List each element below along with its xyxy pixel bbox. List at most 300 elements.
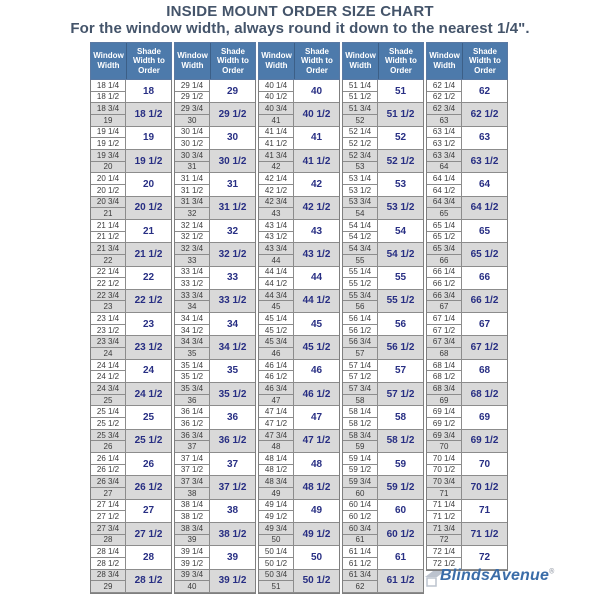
shade-width-cell: 66 1/2 [462,290,507,313]
page-subtitle: For the window width, always round it down to the nearest 1/4". [70,20,530,37]
window-width-cell: 37 3/4 [175,476,210,488]
shade-width-cell: 19 1/2 [126,150,171,173]
size-group [91,290,171,313]
window-width-cell: 72 1/4 [427,546,462,558]
window-width-cell: 54 [343,208,378,220]
window-width-cell: 51 3/4 [343,103,378,115]
size-group [175,430,255,453]
shade-width-cell: 52 1/2 [378,150,423,173]
size-group [259,243,339,266]
window-width-cell: 61 1/4 [343,546,378,558]
window-width-cell: 40 1/4 [259,80,294,92]
column-body [426,80,508,571]
size-group [259,546,339,569]
shade-width-cell: 49 [294,500,339,523]
size-group [343,103,423,126]
window-width-cell: 46 1/2 [259,371,294,383]
window-width-cell: 55 [343,255,378,267]
size-group [343,150,423,173]
window-width-cell: 65 1/2 [427,232,462,244]
window-width-cell: 71 1/2 [427,511,462,523]
shade-width-cell: 45 1/2 [294,336,339,359]
window-width-cell: 48 [259,441,294,453]
window-width-cell: 71 1/4 [427,500,462,512]
window-width-cell: 52 1/2 [343,138,378,150]
shade-width-cell: 55 1/2 [378,290,423,313]
size-group [427,313,507,336]
window-width-cell: 63 1/2 [427,138,462,150]
size-group [175,80,255,103]
window-width-cell: 29 3/4 [175,103,210,115]
column-body [258,80,340,594]
size-group [175,173,255,196]
window-width-cell: 68 [427,348,462,360]
window-width-cell: 20 1/2 [91,185,126,197]
size-group [91,80,171,103]
window-width-header: Window Width [175,43,211,79]
window-width-cell: 47 1/4 [259,406,294,418]
shade-width-cell: 35 [210,360,255,383]
window-width-cell: 58 [343,395,378,407]
size-group [427,197,507,220]
window-width-cell: 31 [175,162,210,174]
window-width-cell: 67 [427,301,462,313]
shade-width-cell: 71 [462,500,507,523]
shade-width-cell: 51 [378,80,423,103]
size-group [259,220,339,243]
window-width-cell: 26 1/2 [91,465,126,477]
shade-width-cell: 54 1/2 [378,243,423,266]
window-width-cell: 61 [343,535,378,547]
window-width-cell: 61 1/2 [343,558,378,570]
shade-width-cell: 30 [210,127,255,150]
shade-width-cell: 48 1/2 [294,476,339,499]
window-width-cell: 60 1/2 [343,511,378,523]
window-width-cell: 63 [427,115,462,127]
shade-width-cell: 23 1/2 [126,336,171,359]
size-group [259,313,339,336]
shade-width-cell: 25 [126,406,171,429]
size-group [427,243,507,266]
window-width-cell: 21 [91,208,126,220]
window-width-cell: 43 3/4 [259,243,294,255]
size-group [91,453,171,476]
window-width-cell: 22 1/2 [91,278,126,290]
window-width-cell: 35 1/4 [175,360,210,372]
shade-width-cell: 25 1/2 [126,430,171,453]
size-group [343,360,423,383]
size-group [91,500,171,523]
shade-width-header: Shade Width to Order [463,43,507,79]
window-width-cell: 39 1/2 [175,558,210,570]
window-width-cell: 60 3/4 [343,523,378,535]
window-width-cell: 20 [91,162,126,174]
shade-width-cell: 18 [126,80,171,103]
window-width-cell: 37 1/4 [175,453,210,465]
size-group [343,476,423,499]
size-group [343,546,423,569]
size-group [343,336,423,359]
window-width-cell: 26 [91,441,126,453]
window-width-cell: 24 [91,348,126,360]
window-width-cell: 68 3/4 [427,383,462,395]
size-group [343,220,423,243]
shade-width-cell: 68 [462,360,507,383]
shade-width-cell: 36 1/2 [210,430,255,453]
size-group [259,267,339,290]
window-width-cell: 45 [259,301,294,313]
size-group [259,430,339,453]
shade-width-cell: 32 1/2 [210,243,255,266]
size-group [91,197,171,220]
window-width-cell: 51 [259,581,294,593]
size-group [175,150,255,173]
window-width-cell: 18 3/4 [91,103,126,115]
shade-width-cell: 33 [210,267,255,290]
window-width-cell: 67 1/2 [427,325,462,337]
window-width-cell: 30 3/4 [175,150,210,162]
window-width-cell: 22 1/4 [91,267,126,279]
shade-width-cell: 32 [210,220,255,243]
size-group [259,360,339,383]
size-group [259,406,339,429]
window-width-cell: 33 1/4 [175,267,210,279]
window-width-cell: 34 [175,301,210,313]
size-group [259,197,339,220]
size-group [259,150,339,173]
size-group [91,546,171,569]
window-width-cell: 42 1/4 [259,173,294,185]
window-width-cell: 36 3/4 [175,430,210,442]
window-width-cell: 50 3/4 [259,570,294,582]
window-width-cell: 56 1/4 [343,313,378,325]
size-group [343,453,423,476]
size-column-4 [342,42,424,594]
size-chart [90,42,508,594]
registered-mark: ® [549,568,555,576]
window-width-cell: 22 [91,255,126,267]
window-width-cell: 58 3/4 [343,430,378,442]
size-group [259,127,339,150]
size-group [175,570,255,593]
window-width-cell: 58 1/2 [343,418,378,430]
shade-width-cell: 26 [126,453,171,476]
size-group [175,103,255,126]
shade-width-cell: 64 [462,173,507,196]
size-group [343,406,423,429]
shade-width-cell: 53 1/2 [378,197,423,220]
shade-width-cell: 23 [126,313,171,336]
shade-width-cell: 34 1/2 [210,336,255,359]
size-group [427,500,507,523]
window-width-cell: 66 [427,255,462,267]
shade-width-cell: 36 [210,406,255,429]
size-group [175,267,255,290]
size-group [427,173,507,196]
size-group [91,430,171,453]
window-width-cell: 23 1/2 [91,325,126,337]
logo-text: BlindsAvenue® [440,567,555,584]
window-width-cell: 43 1/2 [259,232,294,244]
window-width-cell: 52 1/4 [343,127,378,139]
size-group [175,197,255,220]
window-width-cell: 45 1/2 [259,325,294,337]
size-group [343,267,423,290]
shade-width-cell: 41 1/2 [294,150,339,173]
shade-width-cell: 24 [126,360,171,383]
window-width-cell: 56 [343,301,378,313]
window-width-cell: 34 3/4 [175,336,210,348]
window-width-cell: 28 [91,535,126,547]
size-group [175,243,255,266]
size-group [259,173,339,196]
window-width-cell: 55 3/4 [343,290,378,302]
window-width-cell: 40 1/2 [259,92,294,104]
size-group [91,150,171,173]
window-width-cell: 47 [259,395,294,407]
window-width-cell: 42 [259,162,294,174]
shade-width-cell: 28 [126,546,171,569]
window-width-cell: 65 3/4 [427,243,462,255]
shade-width-cell: 71 1/2 [462,523,507,546]
size-group [427,383,507,406]
size-group [343,290,423,313]
size-group [343,80,423,103]
size-group [427,523,507,546]
shade-width-header: Shade Width to Order [127,43,171,79]
window-width-cell: 54 3/4 [343,243,378,255]
window-width-cell: 71 3/4 [427,523,462,535]
window-width-cell: 55 1/2 [343,278,378,290]
size-group [91,523,171,546]
window-width-cell: 34 1/2 [175,325,210,337]
size-group [91,103,171,126]
column-header-row [342,42,424,80]
window-width-cell: 39 [175,535,210,547]
shade-width-cell: 59 1/2 [378,476,423,499]
window-width-cell: 39 3/4 [175,570,210,582]
window-width-cell: 24 1/2 [91,371,126,383]
window-width-cell: 65 1/4 [427,220,462,232]
window-width-cell: 28 3/4 [91,570,126,582]
window-width-cell: 31 3/4 [175,197,210,209]
window-width-cell: 69 1/2 [427,418,462,430]
window-width-cell: 18 1/4 [91,80,126,92]
size-group [91,127,171,150]
size-group [343,570,423,593]
window-width-cell: 50 1/4 [259,546,294,558]
shade-width-cell: 27 1/2 [126,523,171,546]
size-group [259,523,339,546]
size-column-5 [426,42,508,594]
shade-width-cell: 65 1/2 [462,243,507,266]
shade-width-cell: 27 [126,500,171,523]
window-width-cell: 49 [259,488,294,500]
size-group [427,150,507,173]
window-width-cell: 23 3/4 [91,336,126,348]
window-width-cell: 26 1/4 [91,453,126,465]
window-width-cell: 19 1/2 [91,138,126,150]
window-width-cell: 50 1/2 [259,558,294,570]
window-width-cell: 41 1/4 [259,127,294,139]
shade-width-cell: 29 [210,80,255,103]
window-width-cell: 53 1/2 [343,185,378,197]
window-width-cell: 66 1/4 [427,267,462,279]
window-width-cell: 60 [343,488,378,500]
window-width-cell: 64 1/2 [427,185,462,197]
window-width-cell: 18 1/2 [91,92,126,104]
size-group [427,127,507,150]
window-width-cell: 38 1/4 [175,500,210,512]
blindsavenue-logo [424,567,554,592]
window-width-cell: 20 3/4 [91,197,126,209]
shade-width-cell: 43 [294,220,339,243]
shade-width-cell: 28 1/2 [126,570,171,593]
window-width-cell: 40 [175,581,210,593]
shade-width-cell: 64 1/2 [462,197,507,220]
column-header-row [90,42,172,80]
window-width-cell: 57 1/4 [343,360,378,372]
window-width-cell: 56 1/2 [343,325,378,337]
window-width-cell: 62 [343,581,378,593]
size-group [175,127,255,150]
shade-width-cell: 58 [378,406,423,429]
window-width-cell: 71 [427,488,462,500]
shade-width-cell: 70 [462,453,507,476]
shade-width-cell: 60 [378,500,423,523]
size-group [427,80,507,103]
window-width-cell: 53 3/4 [343,197,378,209]
shade-width-cell: 56 [378,313,423,336]
window-width-cell: 54 1/2 [343,232,378,244]
window-width-cell: 27 [91,488,126,500]
window-width-cell: 49 1/2 [259,511,294,523]
window-width-cell: 23 1/4 [91,313,126,325]
size-group [343,173,423,196]
size-group [175,406,255,429]
window-width-cell: 62 1/2 [427,92,462,104]
window-width-cell: 69 [427,395,462,407]
window-width-cell: 31 1/2 [175,185,210,197]
window-width-cell: 44 1/4 [259,267,294,279]
shade-width-cell: 40 1/2 [294,103,339,126]
size-group [175,546,255,569]
size-group [427,453,507,476]
window-width-cell: 52 [343,115,378,127]
window-width-cell: 47 1/2 [259,418,294,430]
window-width-cell: 29 1/2 [175,92,210,104]
size-group [427,103,507,126]
window-width-cell: 25 3/4 [91,430,126,442]
window-width-cell: 49 1/4 [259,500,294,512]
window-width-cell: 52 3/4 [343,150,378,162]
shade-width-cell: 35 1/2 [210,383,255,406]
window-width-cell: 35 3/4 [175,383,210,395]
column-header-row [174,42,256,80]
shade-width-cell: 33 1/2 [210,290,255,313]
size-group [175,500,255,523]
window-width-cell: 51 1/4 [343,80,378,92]
size-group [91,360,171,383]
window-width-cell: 19 3/4 [91,150,126,162]
window-width-cell: 21 1/4 [91,220,126,232]
window-width-cell: 47 3/4 [259,430,294,442]
window-width-cell: 20 1/4 [91,173,126,185]
window-width-cell: 35 1/2 [175,371,210,383]
shade-width-cell: 60 1/2 [378,523,423,546]
column-header-row [426,42,508,80]
shade-width-cell: 67 [462,313,507,336]
size-group [259,383,339,406]
size-group [343,523,423,546]
shade-width-cell: 22 1/2 [126,290,171,313]
shade-width-cell: 62 1/2 [462,103,507,126]
window-width-cell: 24 1/4 [91,360,126,372]
size-group [175,336,255,359]
shade-width-cell: 34 [210,313,255,336]
shade-width-cell: 55 [378,267,423,290]
window-width-cell: 29 [91,581,126,593]
size-group [427,267,507,290]
size-group [259,290,339,313]
size-group [343,313,423,336]
size-group [91,243,171,266]
size-group [259,476,339,499]
shade-width-cell: 37 [210,453,255,476]
window-width-cell: 45 3/4 [259,336,294,348]
window-width-cell: 59 3/4 [343,476,378,488]
shade-width-cell: 38 [210,500,255,523]
shade-width-cell: 63 1/2 [462,150,507,173]
window-width-cell: 61 3/4 [343,570,378,582]
window-width-cell: 41 1/2 [259,138,294,150]
shade-width-cell: 42 [294,173,339,196]
page-title: INSIDE MOUNT ORDER SIZE CHART [166,3,434,20]
size-group [91,173,171,196]
window-width-cell: 56 3/4 [343,336,378,348]
shade-width-cell: 48 [294,453,339,476]
shade-width-header: Shade Width to Order [211,43,255,79]
size-group [175,523,255,546]
shade-width-cell: 24 1/2 [126,383,171,406]
shade-width-cell: 53 [378,173,423,196]
shade-width-cell: 70 1/2 [462,476,507,499]
window-width-cell: 70 1/2 [427,465,462,477]
shade-width-cell: 46 [294,360,339,383]
size-group [91,570,171,593]
window-width-cell: 72 1/2 [427,558,462,570]
size-group [91,220,171,243]
window-width-cell: 45 1/4 [259,313,294,325]
shade-width-cell: 21 1/2 [126,243,171,266]
window-width-cell: 68 1/4 [427,360,462,372]
window-width-header: Window Width [91,43,127,79]
shade-width-cell: 43 1/2 [294,243,339,266]
size-group [91,336,171,359]
window-width-cell: 33 [175,255,210,267]
window-width-cell: 21 1/2 [91,232,126,244]
window-width-cell: 32 1/2 [175,232,210,244]
window-width-cell: 38 [175,488,210,500]
size-group [91,476,171,499]
window-width-cell: 69 3/4 [427,430,462,442]
shade-width-cell: 49 1/2 [294,523,339,546]
window-width-cell: 55 1/4 [343,267,378,279]
window-width-cell: 27 3/4 [91,523,126,535]
shade-width-cell: 31 [210,173,255,196]
shade-width-cell: 29 1/2 [210,103,255,126]
shade-width-cell: 69 [462,406,507,429]
